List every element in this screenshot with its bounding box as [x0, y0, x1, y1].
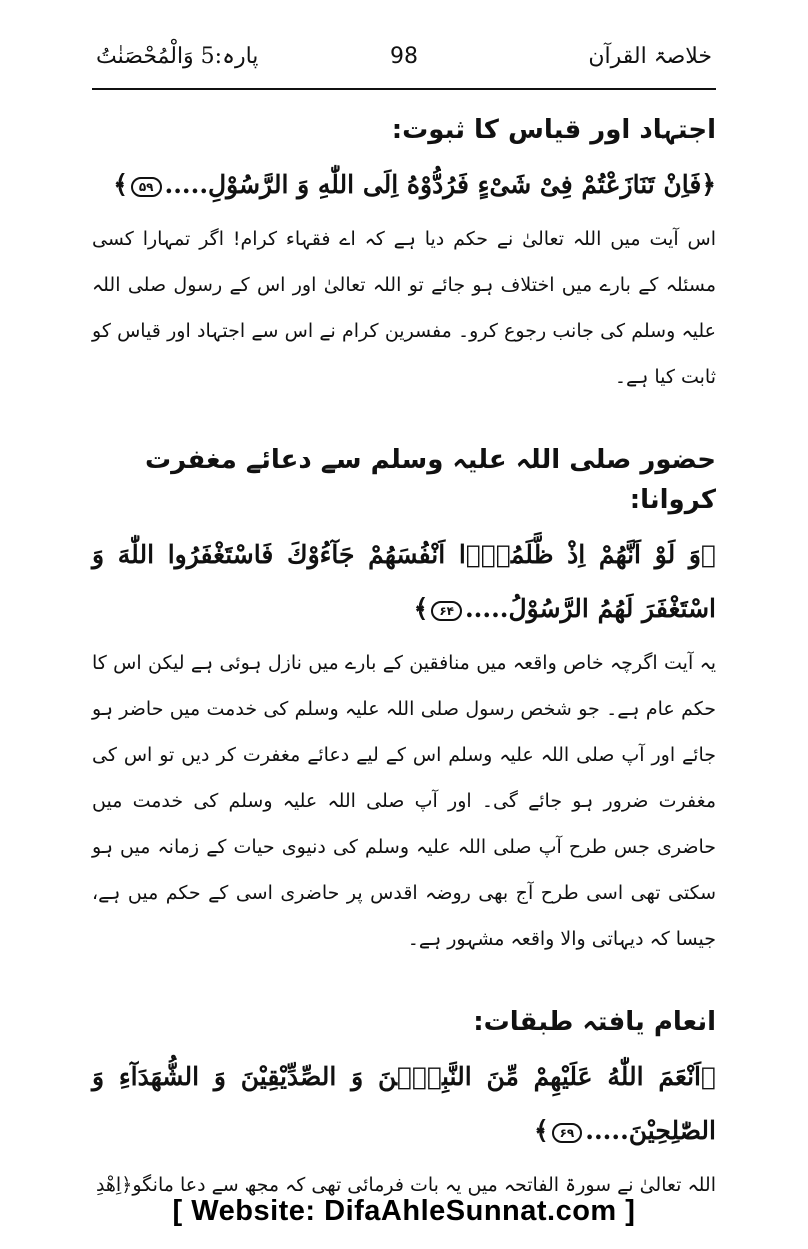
verse-close-bracket: ﴾: [533, 1116, 549, 1145]
page-number: 98: [390, 44, 418, 69]
header-divider: [92, 88, 716, 90]
verse-text: ﴿فَاِنْ تَنَازَعْتُمْ فِیْ شَیْءٍ فَرُدُّوْهُ اِلَی اللّٰهِ وَ الرَّسُوْلِ.....: [164, 170, 716, 199]
verse-text: ﴿وَ لَوْ اَنَّهُمْ اِذْ ظَّلَمُوْۤا اَنْفُسَهُمْ جَآءُوْكَ فَاسْتَغْفَرُوا اللّٰهَ وَ اسْتَغْفَرَ لَهُمُ الرَّسُوْلُ.....: [92, 540, 716, 623]
section-heading: انعام یافتہ طبقات:: [473, 1007, 716, 1037]
website-footer: [ Website: DifaAhleSunnat.com ]: [172, 1195, 636, 1227]
book-title: خلاصۃ القرآن: [588, 44, 712, 69]
verse-close-bracket: ﴾: [113, 170, 128, 199]
quran-verse: [92, 528, 716, 636]
section-heading: اجتہاد اور قیاس کا ثبوت:: [391, 115, 716, 145]
verse-text: ﴿اَنْعَمَ اللّٰهُ عَلَیْهِمْ مِّنَ النَّبِیّٖنَ وَ الصِّدِّیْقِیْنَ وَ الشُّهَدَآءِ وَ الصّٰلِحِیْنَ.....: [92, 1062, 716, 1145]
quran-verse: [92, 158, 716, 212]
quran-verse: [92, 1050, 716, 1158]
page-content: [92, 100, 716, 1208]
verse-number: ۵۹: [131, 177, 162, 197]
section-heading: حضور صلی اللہ علیہ وسلم سے دعائے مغفرت کروانا:: [145, 445, 716, 515]
section-paragraph: اس آیت میں اللہ تعالیٰ نے حکم دیا ہے کہ اے فقہاء کرام! اگر تمہارا کسی مسئلہ کے بارے میں اختلاف ہو جائے تو اللہ تعالیٰ اور اس کے رسول صلی اللہ علیہ وسلم کی جانب رجوع کرو۔ مفسرین کرام نے اس سے اجتہاد اور قیاس کو ثابت کیا ہے۔: [92, 228, 716, 388]
verse-close-bracket: ﴾: [413, 594, 429, 623]
verse-number: ۶۹: [552, 1123, 583, 1143]
page-header: [96, 44, 712, 84]
para-label: پارہ:5 وَالْمُحْصَنٰتُ: [96, 44, 259, 69]
verse-number: ۶۴: [431, 601, 462, 621]
section-paragraph: یہ آیت اگرچہ خاص واقعہ میں منافقین کے بارے میں نازل ہوئی ہے لیکن اس کا حکم عام ہے۔ جو شخص رسول صلی اللہ علیہ وسلم کی خدمت میں حاضر ہو جائے اور آپ صلی اللہ علیہ وسلم اس کے لیے دعائے مغفرت کر دیں تو اس کی مغفرت ضرور ہو جائے گی۔ اور آپ صلی اللہ علیہ وسلم کی خدمت میں حاضری جس طرح آپ صلی اللہ علیہ وسلم کی دنیوی حیات کے زمانہ میں ہو سکتی تھی اسی طرح آج بھی روضہ اقدس پر حاضری اسی کے حکم میں ہے، جیسا کہ دیہاتی والا واقعہ مشہور ہے۔: [92, 652, 716, 950]
section-paragraph: اللہ تعالیٰ نے سورۃ الفاتحہ میں یہ بات فرمائی تھی کہ مجھ سے دعا مانگو﴿اِهْدِ: [95, 1174, 716, 1196]
